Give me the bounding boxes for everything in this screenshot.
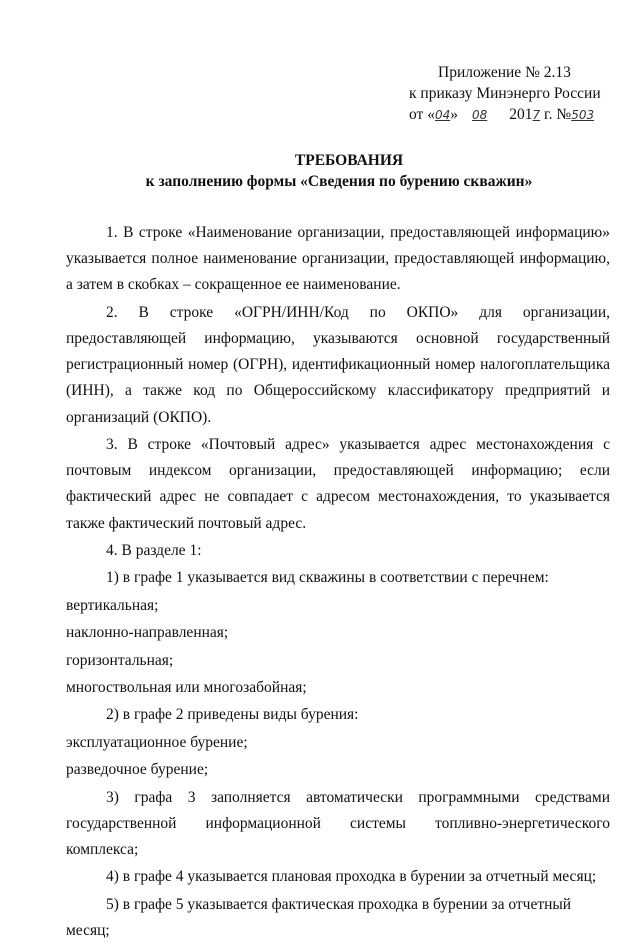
document-title <box>0 150 640 192</box>
section-4-item-2: 2) в графе 2 приведены виды бурения: <box>106 706 359 724</box>
well-type-multilateral: многоствольная или многозабойная; <box>66 678 307 696</box>
well-type-horizontal: горизонтальная; <box>66 651 174 669</box>
annex-title: Приложение № 2.13 <box>438 64 571 81</box>
paragraph-2: 2. В строке «ОГРН/ИНН/Код по ОКПО» для организации, предоставляющей информацию, указываются основной государственный регистрационный номер (ОГРН), идентификационный номер налогоплательщика (ИНН), а также код по Общероссийскому классификатору предприятий и организаций (ОКПО). <box>66 303 610 426</box>
annex-date-number: от «04» 08 2017 г. №503 <box>409 106 595 123</box>
well-type-vertical: вертикальная; <box>66 596 159 614</box>
handwritten-month: 08 <box>471 108 488 122</box>
handwritten-year-digit: 7 <box>532 108 541 122</box>
handwritten-day: 04 <box>434 108 451 122</box>
annex-header <box>400 62 600 126</box>
paragraph-3: 3. В строке «Почтовый адрес» указывается адрес местонахождения с почтовым индексом организации, предоставляющей информацию; если фактический адрес не совпадает с адресом местонахождения, то указывается также фактический почтовый адрес. <box>66 436 610 532</box>
section-4-item-5: 5) в графе 5 указывается фактическая проходка в бурении за отчетный месяц; <box>66 895 572 939</box>
handwritten-number: 503 <box>571 108 595 122</box>
title-heading: ТРЕБОВАНИЯ <box>294 152 404 169</box>
drilling-type-production: эксплуатационное бурение; <box>66 733 248 751</box>
section-4-item-1: 1) в графе 1 указывается вид скважины в соответствии с перечнем: <box>106 569 549 587</box>
drilling-type-exploration: разведочное бурение; <box>66 761 209 779</box>
section-4-item-3: 3) графа 3 заполняется автоматически программными средствами государственной информационной системы топливно-энергетического комплекса; <box>66 788 610 858</box>
section-4-heading: 4. В разделе 1: <box>106 542 202 559</box>
well-type-directional: наклонно-направленная; <box>66 624 229 642</box>
document-body <box>66 220 610 945</box>
paragraph-1: 1. В строке «Наименование организации, предоставляющей информацию» указывается полное наименование организации, предоставляющей информацию, а затем в скобках – сокращенное ее наименование. <box>66 224 610 294</box>
annex-order-ref: к приказу Минэнерго России <box>409 85 601 102</box>
title-subheading: к заполнению формы «Сведения по бурению скважин» <box>145 173 533 190</box>
section-4-item-4: 4) в графе 4 указывается плановая проходка в бурении за отчетный месяц; <box>106 868 597 886</box>
